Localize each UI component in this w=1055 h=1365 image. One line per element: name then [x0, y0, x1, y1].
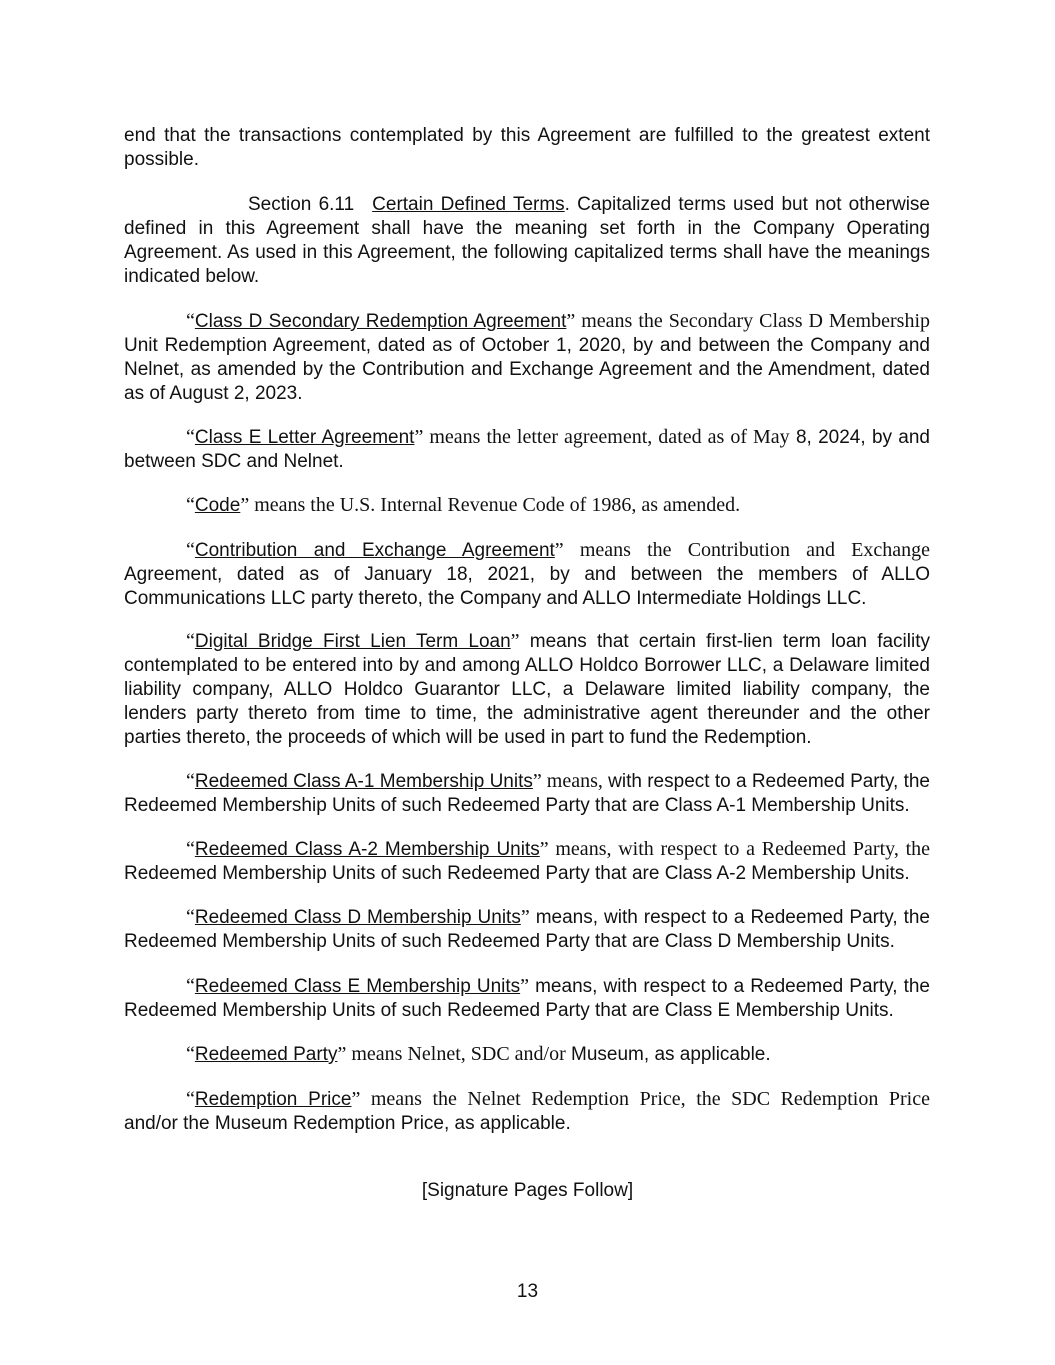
definition-text: Unit Redemption Agreement, dated as of October 1, 2020, by and between the Company and Nelnet, as amended by the Contribution and Exchange Agreement and the Amendment, dated as of August 2, 2023. [124, 335, 930, 404]
definition-serif-text: ” means, [532, 770, 603, 792]
definition-redeemed-class-a-1-membership-units: “Redeemed Class A-1 Membership Units” means, with respect to a Redeemed Party, the Redeemed Membership Units of such Redeemed Party that are Class A-1 Membership Units. [124, 770, 930, 816]
definition-contribution-and-exchange-agreement: “Contribution and Exchange Agreement” means the Contribution and Exchange Agreement, dated as of January 18, 2021, by and between the members of ALLO Communications LLC party thereto, the Company and ALLO Intermediate Holdings LLC. [124, 539, 931, 609]
definition-text: 8, 2024, by and between SDC and Nelnet. [124, 427, 931, 472]
defined-term: Contribution and Exchange Agreement [194, 540, 555, 561]
definition-serif-text: ” means the Contribution and Exchange [554, 539, 931, 561]
section-title: Certain Defined Terms [372, 194, 565, 215]
definition-serif-text: ” [510, 630, 520, 652]
definition-redemption-price: “Redemption Price” means the Nelnet Redemption Price, the SDC Redemption Price and/or the Museum Redemption Price, as applicable. [124, 1088, 930, 1134]
definition-serif-text: ” [520, 975, 530, 997]
defined-term: Class E Letter Agreement [194, 427, 415, 448]
definition-serif-text: ” means, with respect to a Redeemed Party, the [539, 838, 930, 860]
definition-text: Museum, as applicable. [565, 1044, 771, 1065]
definition-text: with respect to a Redeemed Party, the Redeemed Membership Units of such Redeemed Party that are Class A-1 Membership Units. [124, 771, 930, 816]
defined-term: Redeemed Class D Membership Units [194, 907, 521, 928]
defined-term: Redeemed Class A-1 Membership Units [194, 771, 533, 792]
definition-serif-text: ” means the Nelnet Redemption Price, the SDC Redemption Price [351, 1088, 930, 1110]
definition-text: and/or the Museum Redemption Price, as applicable. [124, 1113, 571, 1134]
page-number: 13 [516, 1281, 539, 1302]
definition-serif-text: ” means Nelnet, SDC and/or [337, 1043, 566, 1065]
defined-term: Class D Secondary Redemption Agreement [194, 311, 567, 332]
definition-redeemed-class-d-membership-units: “Redeemed Class D Membership Units” means, with respect to a Redeemed Party, the Redeemed Membership Units of such Redeemed Party that are Class D Membership Units. [124, 906, 931, 952]
definition-digital-bridge-first-lien-term-loan: “Digital Bridge First Lien Term Loan” means that certain first-lien term loan facility contemplated to be entered into by and among ALLO Holdco Borrower LLC, a Delaware limited liability company, ALLO Holdco Guarantor LLC, a Delaware limited liability company, the lenders party thereto from time to time, the administrative agent thereunder and the other parties thereto, the proceeds of which will be used in part to fund the Redemption. [124, 630, 930, 748]
defined-term: Redeemed Class A-2 Membership Units [194, 839, 540, 860]
definition-serif-text: ” means the Secondary Class D Membership [566, 310, 930, 332]
definition-redeemed-party: “Redeemed Party” means Nelnet, SDC and/or Museum, as applicable. [186, 1043, 771, 1065]
definition-serif-text: ” means the U.S. Internal Revenue Code of 1986, as amended. [240, 494, 741, 516]
defined-term: Redeemed Class E Membership Units [194, 976, 521, 997]
signature-pages-note: [Signature Pages Follow] [421, 1180, 634, 1201]
section-number: Section 6.11 [248, 194, 355, 215]
definition-class-e-letter-agreement: “Class E Letter Agreement” means the letter agreement, dated as of May 8, 2024, by and between SDC and Nelnet. [124, 426, 931, 472]
continuation-paragraph: end that the transactions contemplated by this Agreement are fulfilled to the greatest extent possible. [124, 125, 930, 170]
defined-term: Redemption Price [194, 1089, 352, 1110]
definition-text: means, with respect to a Redeemed Party, the Redeemed Membership Units of such Redeemed Party that are Class E Membership Units. [124, 976, 930, 1021]
definition-text: Redeemed Membership Units of such Redeemed Party that are Class A-2 Membership Units. [124, 863, 910, 884]
definition-serif-text: ” [520, 906, 530, 928]
definition-text: means, with respect to a Redeemed Party, the Redeemed Membership Units of such Redeemed Party that are Class D Membership Units. [124, 907, 931, 952]
definition-text: Agreement, dated as of January 18, 2021, by and between the members of ALLO Communications LLC party thereto, the Company and ALLO Intermediate Holdings LLC. [124, 564, 930, 609]
defined-term: Digital Bridge First Lien Term Loan [194, 631, 511, 652]
definition-text: means that certain first-lien term loan facility contemplated to be entered into by and among ALLO Holdco Borrower LLC, a Delaware limited liability company, ALLO Holdco Guarantor LLC, a Delaware limited liability company, the lenders party thereto from time to time, the administrative agent thereunder and the other parties thereto, the proceeds of which will be used in part to fund the Redemption. [124, 631, 930, 748]
section-text: . Capitalized terms used but not otherwise defined in this Agreement shall have the meaning set forth in the Company Operating Agreement. As used in this Agreement, the following capitalized terms shall have the meanings indicated below. [124, 194, 930, 287]
defined-term: Code [194, 495, 241, 516]
definition-code: “Code” means the U.S. Internal Revenue Code of 1986, as amended. [186, 494, 741, 516]
defined-term: Redeemed Party [194, 1044, 338, 1065]
section-6-11-paragraph [124, 193, 930, 289]
definition-redeemed-class-a-2-membership-units: “Redeemed Class A-2 Membership Units” means, with respect to a Redeemed Party, the Redeemed Membership Units of such Redeemed Party that are Class A-2 Membership Units. [124, 838, 930, 884]
definition-redeemed-class-e-membership-units: “Redeemed Class E Membership Units” means, with respect to a Redeemed Party, the Redeemed Membership Units of such Redeemed Party that are Class E Membership Units. [124, 975, 930, 1021]
definition-class-d-secondary-redemption-agreement: “Class D Secondary Redemption Agreement” means the Secondary Class D Membership Unit Redemption Agreement, dated as of October 1, 2020, by and between the Company and Nelnet, as amended by the Contribution and Exchange Agreement and the Amendment, dated as of August 2, 2023. [124, 310, 930, 404]
definition-serif-text: ” means the letter agreement, dated as of May [414, 426, 790, 448]
